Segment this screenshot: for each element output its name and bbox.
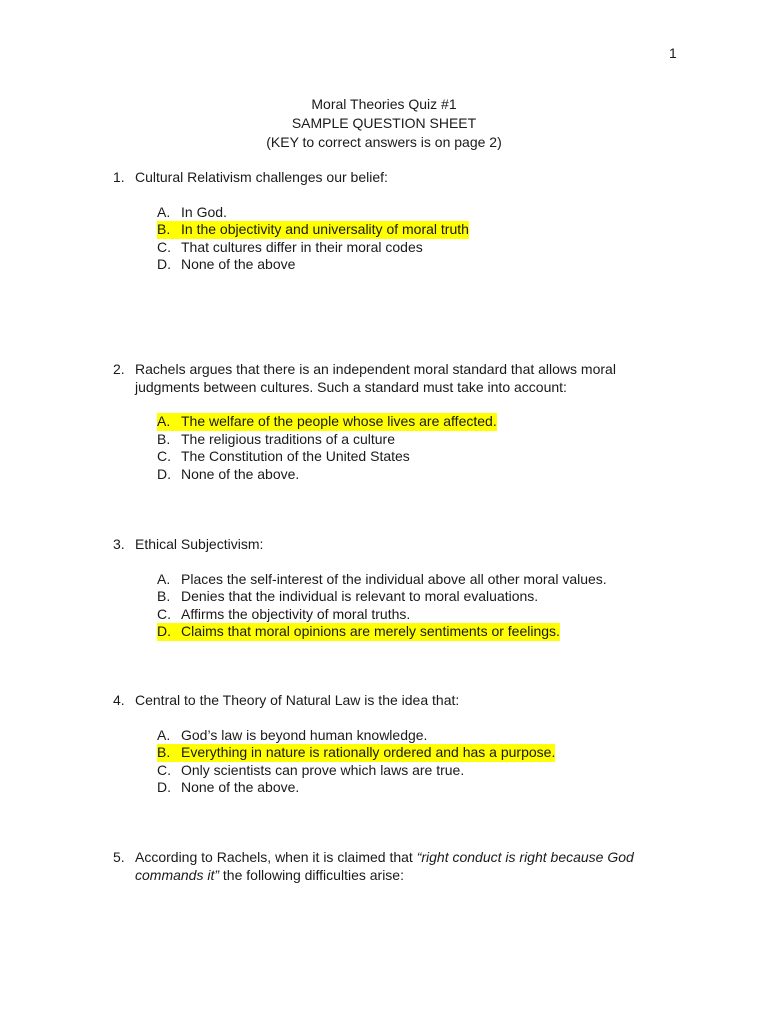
option-text: In the objectivity and universality of moral truth [181,221,469,237]
option-text: None of the above. [181,465,300,482]
option-letter: A. [157,203,171,220]
answer-option [157,779,673,797]
option-letter: D. [157,779,171,795]
option-letter: B. [157,588,171,604]
option-letter: C. [157,238,171,255]
question-quote: “right conduct is right because God [416,849,634,865]
answer-option [157,204,673,222]
question-number: 5. [113,849,125,865]
question-number: 1. [113,169,125,185]
question-2 [113,361,673,483]
question-text [135,361,673,396]
question-text: Central to the Theory of Natural Law is the idea that: [135,692,460,708]
answer-option [157,466,673,484]
answer-option [157,744,673,762]
question-3 [113,536,673,641]
answer-content [157,606,410,624]
question-number: 2. [113,361,125,377]
option-text: Claims that moral opinions are merely sentiments or feelings. [181,623,560,639]
answer-content [157,588,538,606]
option-letter: C. [157,605,171,622]
option-text: None of the above [181,256,296,272]
answer-option [157,762,673,780]
answer-content [157,239,423,257]
answer-content [157,779,299,797]
option-letter: A. [157,413,171,429]
option-text: The religious traditions of a culture [181,430,395,447]
answer-content [157,448,410,466]
question-text-part: According to Rachels, when it is claimed that [135,849,417,865]
question-text: Ethical Subjectivism: [135,536,264,552]
question-number: 4. [113,692,125,708]
answer-option [157,256,673,274]
option-text: Places the self-interest of the individual above all other moral values. [181,570,607,587]
answer-option [157,448,673,466]
answer-option [157,606,673,624]
option-letter: D. [157,465,171,482]
question-number: 3. [113,536,125,552]
options-list [157,571,673,641]
options-list [157,204,673,274]
option-text: Denies that the individual is relevant to moral evaluations. [181,588,539,604]
answer-option [157,221,673,239]
option-text: The Constitution of the United States [181,448,410,464]
page-number: 1 [669,45,677,61]
quiz-header [0,95,768,152]
option-text: None of the above. [181,779,300,795]
option-text: God’s law is beyond human knowledge. [181,726,428,743]
option-letter: B. [157,744,171,760]
answer-option [157,239,673,257]
option-letter: A. [157,726,171,743]
option-text: Only scientists can prove which laws are true. [181,761,465,778]
option-letter: D. [157,623,171,639]
answer-option [157,413,673,431]
answer-option [157,431,673,449]
question-5 [113,849,673,884]
quiz-note: (KEY to correct answers is on page 2) [266,134,502,150]
answer-option [157,623,673,641]
highlighted-answer [157,221,469,239]
answer-content [157,204,227,222]
option-text: The welfare of the people whose lives are affected. [181,413,497,429]
highlighted-answer [157,413,497,431]
answer-content [157,256,295,274]
question-text [135,849,673,884]
answer-option [157,727,673,745]
option-letter: C. [157,448,171,464]
quiz-title: Moral Theories Quiz #1 [311,96,457,112]
answer-option [157,588,673,606]
quiz-subtitle: SAMPLE QUESTION SHEET [291,115,477,131]
question-4 [113,692,673,797]
answer-content [157,466,299,484]
options-list [157,727,673,797]
option-text: That cultures differ in their moral codes [181,238,423,255]
question-text-part: the following difficulties arise: [219,866,404,883]
options-list [157,413,673,483]
option-text: Affirms the objectivity of moral truths. [181,605,411,622]
question-text: Cultural Relativism challenges our belief: [135,169,388,185]
highlighted-answer [157,623,560,641]
question-1 [113,169,673,274]
option-text: In God. [181,203,227,220]
answer-option [157,571,673,589]
option-letter: C. [157,761,171,778]
highlighted-answer [157,744,555,762]
answer-content [157,762,464,780]
question-text-line: judgments between cultures. Such a standard must take into account: [135,378,567,395]
option-letter: B. [157,221,171,237]
question-quote: commands it” [135,866,220,883]
answer-content [157,571,607,589]
option-letter: A. [157,570,171,587]
option-letter: B. [157,430,171,447]
option-letter: D. [157,256,171,272]
option-text: Everything in nature is rationally ordered and has a purpose. [181,744,556,760]
answer-content [157,727,427,745]
answer-content [157,431,395,449]
question-text-line: Rachels argues that there is an independent moral standard that allows moral [135,361,616,377]
